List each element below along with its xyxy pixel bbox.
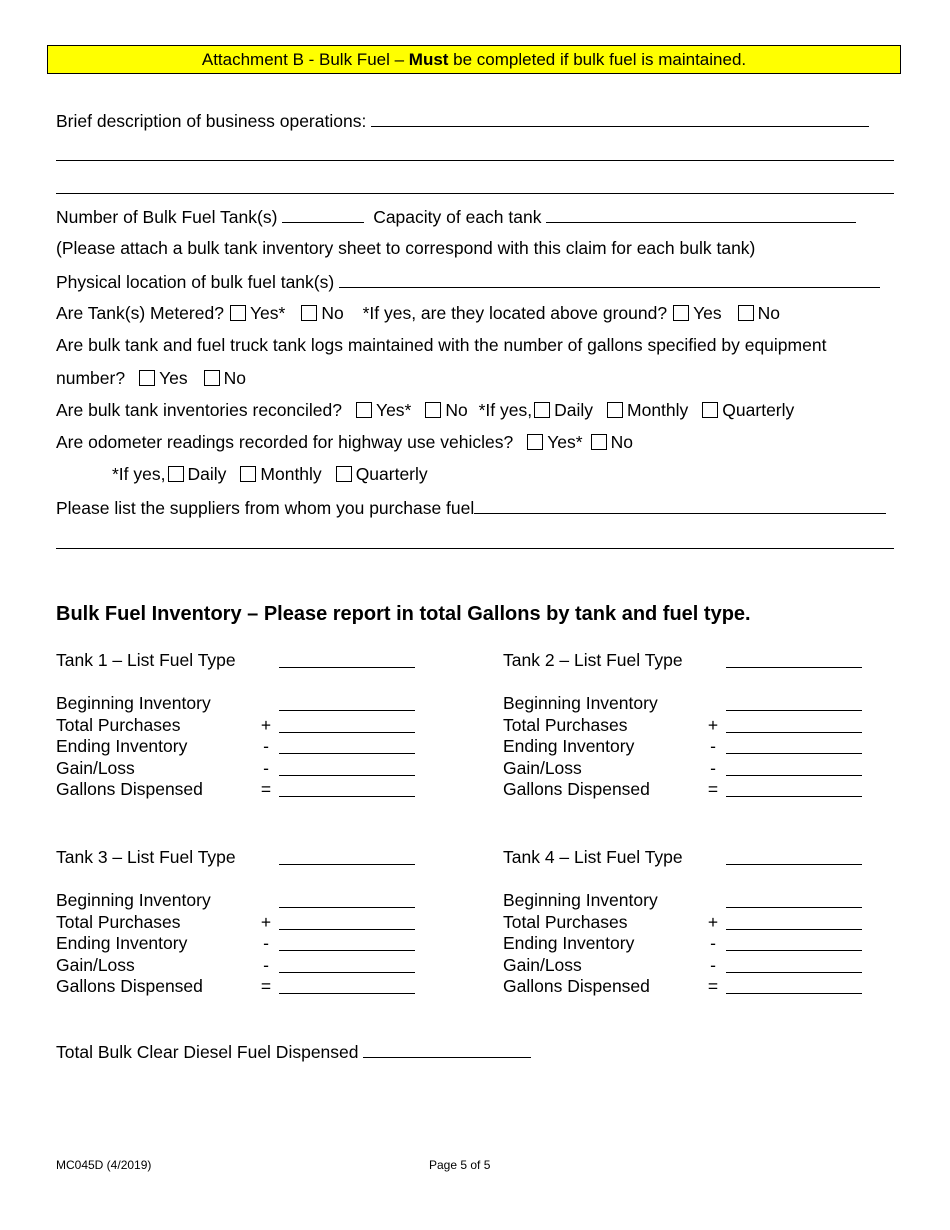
inventory-row-operator: + <box>707 714 719 735</box>
inventory-heading: Bulk Fuel Inventory – Please report in total Gallons by tank and fuel type. <box>56 603 751 625</box>
tank-title: Tank 3 – List Fuel Type <box>56 847 236 867</box>
odometer-quarterly-checkbox[interactable] <box>336 466 352 482</box>
reconciled-quarterly-checkbox[interactable] <box>702 402 718 418</box>
inventory-row-label: Gallons Dispensed <box>503 779 650 799</box>
inventory-amount-field[interactable] <box>726 972 862 973</box>
inventory-row-label: Gallons Dispensed <box>503 976 650 996</box>
business-description-line-2[interactable] <box>56 160 894 161</box>
inventory-row-operator: + <box>260 911 272 932</box>
inventory-row-operator: - <box>263 933 269 953</box>
tank-location-field[interactable] <box>339 270 880 288</box>
reconciled-no-checkbox[interactable] <box>425 402 441 418</box>
fuel-type-field[interactable] <box>279 864 415 865</box>
fuel-type-field[interactable] <box>726 864 862 865</box>
odometer-frequency-row: *If yes, Daily Monthly Quarterly <box>112 464 428 484</box>
business-description-field[interactable] <box>371 109 869 127</box>
tank-capacity-field[interactable] <box>546 205 856 223</box>
inventory-row-label: Total Purchases <box>56 714 181 735</box>
inventory-row-label: Total Purchases <box>503 714 628 735</box>
total-diesel-field[interactable] <box>363 1040 531 1058</box>
inventory-row-label: Beginning Inventory <box>503 693 658 713</box>
inventory-row-label: Beginning Inventory <box>56 693 211 713</box>
inventory-row-operator: = <box>260 976 272 996</box>
inventory-row-operator: - <box>263 736 269 756</box>
inventory-row-operator: - <box>710 736 716 756</box>
page-number: Page 5 of 5 <box>429 1158 491 1172</box>
inventory-row-label: Gain/Loss <box>56 757 135 778</box>
inventory-row-label: Total Purchases <box>56 911 181 932</box>
reconciled-yes-checkbox[interactable] <box>356 402 372 418</box>
inventory-row-operator: - <box>710 757 716 778</box>
business-description-line-3[interactable] <box>56 193 894 194</box>
above-ground-yes-checkbox[interactable] <box>673 305 689 321</box>
tank-title: Tank 4 – List Fuel Type <box>503 847 683 867</box>
tank-count-field[interactable] <box>282 205 364 223</box>
metered-no-checkbox[interactable] <box>301 305 317 321</box>
suppliers-field[interactable] <box>474 496 886 514</box>
inventory-amount-field[interactable] <box>279 775 415 776</box>
fuel-type-field[interactable] <box>726 667 862 668</box>
odometer-row: Are odometer readings recorded for highway use vehicles? Yes* No <box>56 432 633 452</box>
inventory-row-label: Beginning Inventory <box>56 890 211 910</box>
attach-note: (Please attach a bulk tank inventory sheet to correspond with this claim for each bulk tank) <box>56 238 756 258</box>
inventory-row-operator: - <box>263 757 269 778</box>
inventory-amount-field[interactable] <box>279 907 415 908</box>
inventory-row-label: Gallons Dispensed <box>56 976 203 996</box>
tank-title: Tank 2 – List Fuel Type <box>503 650 683 670</box>
inventory-row-label: Beginning Inventory <box>503 890 658 910</box>
inventory-amount-field[interactable] <box>279 972 415 973</box>
inventory-row-label: Gallons Dispensed <box>56 779 203 799</box>
form-id: MC045D (4/2019) <box>56 1158 152 1172</box>
inventory-amount-field[interactable] <box>726 732 862 733</box>
logs-row: number? Yes No <box>56 368 247 388</box>
location-row: Physical location of bulk fuel tank(s) <box>56 270 880 293</box>
inventory-row-label: Gain/Loss <box>56 954 135 975</box>
inventory-amount-field[interactable] <box>726 710 862 711</box>
metered-yes-checkbox[interactable] <box>230 305 246 321</box>
inventory-row-label: Ending Inventory <box>503 736 635 756</box>
suppliers-line-2[interactable] <box>56 548 894 549</box>
inventory-row-operator: = <box>707 779 719 799</box>
inventory-amount-field[interactable] <box>279 753 415 754</box>
inventory-row-operator: = <box>260 779 272 799</box>
suppliers-row: Please list the suppliers from whom you purchase fuel <box>56 496 886 519</box>
inventory-amount-field[interactable] <box>726 775 862 776</box>
odometer-no-checkbox[interactable] <box>591 434 607 450</box>
inventory-amount-field[interactable] <box>279 710 415 711</box>
inventory-row-operator: + <box>260 714 272 735</box>
above-ground-no-checkbox[interactable] <box>738 305 754 321</box>
inventory-amount-field[interactable] <box>726 796 862 797</box>
odometer-daily-checkbox[interactable] <box>168 466 184 482</box>
inventory-row-label: Ending Inventory <box>503 933 635 953</box>
inventory-amount-field[interactable] <box>726 993 862 994</box>
inventory-amount-field[interactable] <box>726 907 862 908</box>
inventory-amount-field[interactable] <box>279 993 415 994</box>
inventory-row-operator: = <box>707 976 719 996</box>
inventory-amount-field[interactable] <box>279 732 415 733</box>
inventory-amount-field[interactable] <box>726 929 862 930</box>
tank-count-row: Number of Bulk Fuel Tank(s) Capacity of each tank <box>56 205 856 228</box>
metered-row: Are Tank(s) Metered? Yes* No *If yes, are they located above ground? Yes No <box>56 303 781 323</box>
odometer-monthly-checkbox[interactable] <box>240 466 256 482</box>
inventory-amount-field[interactable] <box>279 796 415 797</box>
logs-question: Are bulk tank and fuel truck tank logs maintained with the number of gallons specified by equipment <box>56 335 827 355</box>
inventory-amount-field[interactable] <box>726 753 862 754</box>
inventory-row-label: Total Purchases <box>503 911 628 932</box>
inventory-row-label: Ending Inventory <box>56 933 188 953</box>
inventory-row-label: Gain/Loss <box>503 954 582 975</box>
reconciled-daily-checkbox[interactable] <box>534 402 550 418</box>
reconciled-monthly-checkbox[interactable] <box>607 402 623 418</box>
reconciled-row: Are bulk tank inventories reconciled? Yes* No *If yes, Daily Monthly Quarterly <box>56 400 795 420</box>
inventory-row-operator: - <box>263 954 269 975</box>
total-diesel-row: Total Bulk Clear Diesel Fuel Dispensed <box>56 1040 531 1063</box>
fuel-type-field[interactable] <box>279 667 415 668</box>
business-description-row: Brief description of business operations: <box>56 109 869 132</box>
inventory-row-label: Gain/Loss <box>503 757 582 778</box>
inventory-row-operator: - <box>710 954 716 975</box>
attachment-banner: Attachment B - Bulk Fuel – Must be completed if bulk fuel is maintained. <box>47 45 901 74</box>
logs-yes-checkbox[interactable] <box>139 370 155 386</box>
inventory-amount-field[interactable] <box>279 929 415 930</box>
inventory-amount-field[interactable] <box>726 950 862 951</box>
inventory-row-operator: + <box>707 911 719 932</box>
logs-no-checkbox[interactable] <box>204 370 220 386</box>
inventory-amount-field[interactable] <box>279 950 415 951</box>
inventory-row-operator: - <box>710 933 716 953</box>
tank-title: Tank 1 – List Fuel Type <box>56 650 236 670</box>
inventory-row-label: Ending Inventory <box>56 736 188 756</box>
odometer-yes-checkbox[interactable] <box>527 434 543 450</box>
